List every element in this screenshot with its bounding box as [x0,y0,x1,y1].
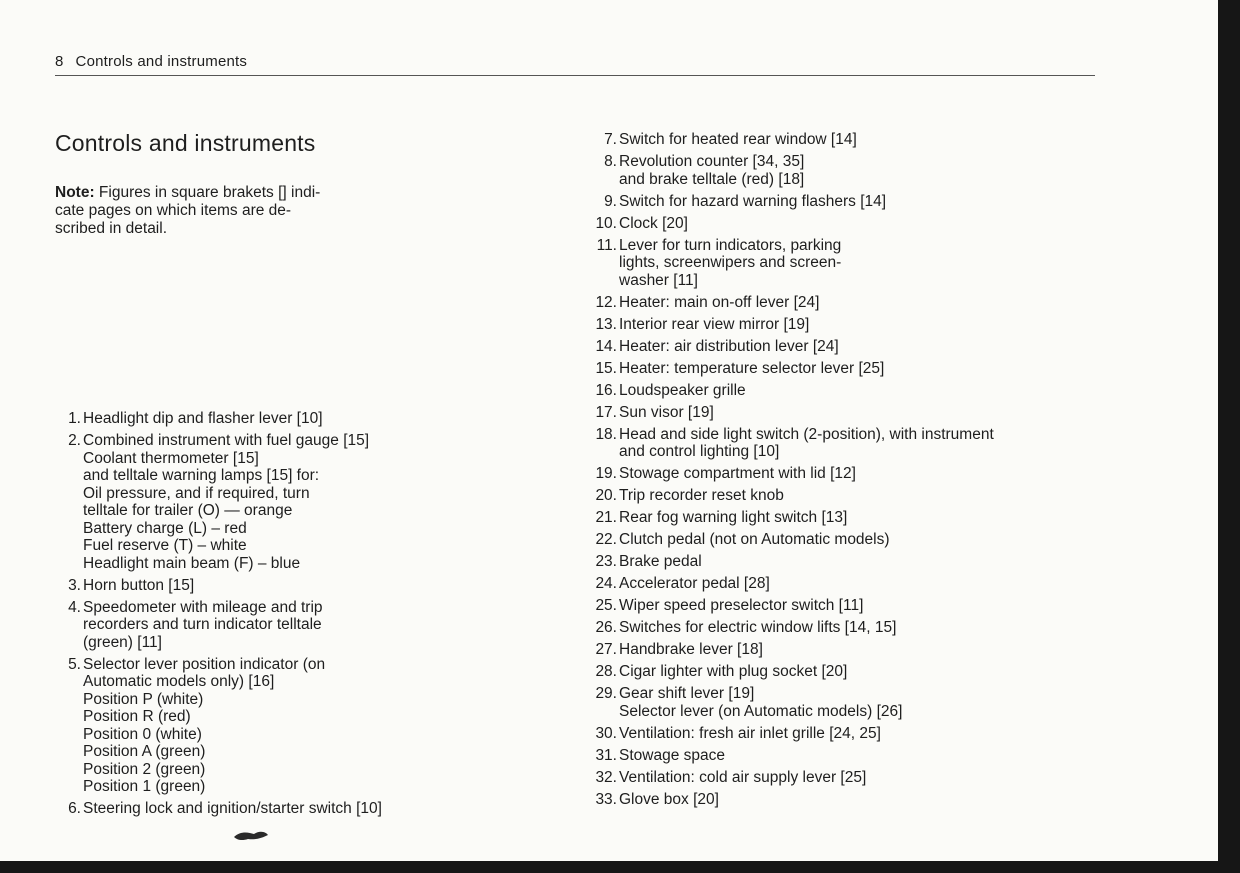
legend-item-number: 33. [595,790,617,808]
legend-item [582,360,1052,378]
legend-item-text [617,619,1052,637]
legend-item-number: 3. [68,576,81,594]
legend-item [55,800,455,818]
legend-item [582,597,1052,615]
page-number: 8 [55,53,64,70]
legend-item [582,791,1052,809]
legend-item-line: Position 2 (green) [83,760,206,778]
legend-item-text [617,685,1052,720]
legend-item [582,237,1052,290]
legend-item-line: Gear shift lever [19] [619,685,755,702]
legend-item-line: Ventilation: cold air supply lever [25] [619,768,867,786]
legend-item-line: Selector lever (on Automatic models) [26] [619,702,903,720]
legend-item-line: Position 0 (white) [83,725,202,743]
legend-item-line: Oil pressure, and if required, turn [83,484,310,502]
legend-item-number: 15. [595,359,617,377]
legend-item-line: Combined instrument with fuel gauge [15] [83,432,370,449]
legend-item [582,316,1052,334]
legend-item [582,426,1052,461]
legend-item-number: 28. [595,663,617,680]
note-paragraph [55,184,385,238]
legend-item-number: 13. [595,315,617,333]
legend-item-number: 2. [68,432,81,449]
legend-item-text [81,577,455,595]
legend-item [582,215,1052,233]
legend-item [582,725,1052,743]
legend-item-line: Switches for electric window lifts [14, 15] [619,619,897,636]
legend-item-line: Coolant thermometer [15] [83,449,259,467]
legend-item-line: Battery charge (L) – red [83,519,247,537]
legend-item-line: Ventilation: fresh air inlet grille [24, 25] [619,724,881,742]
legend-item-number: 32. [595,768,617,786]
legend-item-line: Stowage space [619,746,725,764]
legend-item-line: Heater: main on-off lever [24] [619,293,820,311]
legend-item [582,153,1052,188]
legend-item [55,577,455,595]
legend-item-text [617,487,1052,505]
legend-item-line: Headlight dip and flasher lever [10] [83,410,323,427]
legend-item-line: and brake telltale (red) [18] [619,170,805,188]
legend-item [582,663,1052,681]
legend-item-text [617,338,1052,356]
legend-item-text [617,663,1052,681]
legend-item-number: 31. [595,746,617,764]
legend-item-number: 5. [68,655,81,673]
header-rule [55,75,1095,76]
legend-item-text [617,791,1052,809]
running-title: Controls and instruments [75,53,248,70]
legend-item [55,656,455,796]
legend-item-text [81,410,455,428]
legend-item-line: lights, screenwipers and screen- [619,254,842,271]
legend-item-number: 10. [595,214,617,232]
note-label: Note: [55,184,95,201]
legend-item-text [617,382,1052,400]
legend-item-line: Brake pedal [619,553,702,570]
legend-item-text [617,509,1052,527]
legend-item [582,382,1052,400]
legend-item-line: Position P (white) [83,690,204,708]
legend-item-line: Speedometer with mileage and trip [83,598,323,616]
legend-item-line: (green) [11] [83,633,162,651]
legend-item-line: Sun visor [19] [619,403,714,421]
legend-item-number: 6. [68,800,81,817]
legend-item-line: Clutch pedal (not on Automatic models) [619,531,890,548]
legend-item-line: Loudspeaker grille [619,381,746,399]
legend-item [55,599,455,652]
legend-item-line: telltale for trailer (O) — orange [83,502,293,519]
legend-item-line: Accelerator pedal [28] [619,575,770,592]
legend-item [582,193,1052,211]
legend-item-text [81,432,455,572]
legend-item-number: 20. [595,487,617,504]
legend-item [582,465,1052,483]
note-text: Figures in square brakets [] indi- cate pages on which items are de- scribed in detail. [55,184,321,237]
legend-item [55,432,455,572]
legend-item-line: Stowage compartment with lid [12] [619,465,856,482]
legend-item-line: Clock [20] [619,214,688,232]
legend-item-number: 14. [595,337,617,355]
legend-item-line: Rear fog warning light switch [13] [619,509,848,526]
legend-item-number: 11. [596,236,617,254]
legend-item-number: 30. [595,724,617,742]
legend-item-text [617,316,1052,334]
scan-border-right [1218,0,1240,873]
legend-item [582,294,1052,312]
legend-item-text [81,656,455,796]
legend-item-line: Switch for hazard warning flashers [14] [619,192,887,210]
legend-item-number: 9. [604,192,617,210]
legend-item-text [617,641,1052,659]
legend-item-line: recorders and turn indicator telltale [83,616,322,633]
legend-item-text [81,800,455,818]
legend-item-line: Switch for heated rear window [14] [619,131,857,148]
legend-item [582,531,1052,549]
legend-item-text [617,237,1052,290]
legend-item [582,509,1052,527]
legend-item-line: Trip recorder reset knob [619,487,784,504]
legend-item-number: 18. [595,425,617,443]
legend-item-text [617,597,1052,615]
legend-item-line: Position R (red) [83,708,191,725]
legend-item-text [617,531,1052,549]
legend-item-text [617,465,1052,483]
legend-item-number: 4. [68,598,81,616]
legend-item-text [617,725,1052,743]
legend-item [582,769,1052,787]
legend-item-line: Revolution counter [34, 35] [619,153,805,170]
legend-item-number: 23. [595,553,617,570]
legend-item-line: Head and side light switch (2-position), with instrument [619,425,994,443]
legend-item-text [617,153,1052,188]
legend-item-line: Selector lever position indicator (on [83,655,326,673]
legend-item [582,553,1052,571]
legend-item-number: 16. [595,381,617,399]
legend-item-line: Steering lock and ignition/starter switch [10] [83,800,382,817]
legend-item [582,487,1052,505]
legend-item-line: washer [11] [619,271,698,289]
legend-item-line: and control lighting [10] [619,443,780,460]
legend-item [582,404,1052,422]
legend-item [582,619,1052,637]
legend-item-number: 21. [595,509,617,526]
legend-item-line: Position 1 (green) [83,778,206,795]
legend-item-number: 1. [68,410,81,427]
legend-item-number: 19. [595,465,617,482]
legend-item [582,338,1052,356]
legend-item-text [617,553,1052,571]
legend-list-left [55,410,455,822]
legend-item-number: 29. [595,685,617,702]
legend-item [55,410,455,428]
legend-item-line: Lever for turn indicators, parking [619,236,842,254]
legend-item-number: 22. [595,531,617,548]
legend-item-text [81,599,455,652]
legend-item-line: Handbrake lever [18] [619,641,763,658]
legend-item-number: 12. [595,293,617,311]
legend-item-text [617,404,1052,422]
legend-item-line: and telltale warning lamps [15] for: [83,467,320,484]
legend-item-line: Horn button [15] [83,576,195,594]
legend-item-text [617,294,1052,312]
legend-item-text [617,769,1052,787]
legend-item-number: 25. [595,597,617,614]
legend-item-text [617,193,1052,211]
legend-item-text [617,215,1052,233]
legend-item-text [617,131,1052,149]
legend-item [582,685,1052,720]
scan-border-bottom [0,861,1240,873]
legend-item-line: Headlight main beam (F) – blue [83,554,301,572]
legend-item-number: 7. [604,131,617,148]
legend-item-line: Automatic models only) [16] [83,673,275,690]
legend-item-number: 24. [595,575,617,592]
legend-item-number: 8. [604,153,617,170]
legend-item [582,747,1052,765]
legend-item-line: Cigar lighter with plug socket [20] [619,663,848,680]
section-title: Controls and instruments [55,130,316,156]
legend-item-number: 27. [595,641,617,658]
legend-item-number: 17. [595,403,617,421]
legend-item-line: Glove box [20] [619,790,719,808]
legend-item-line: Heater: temperature selector lever [25] [619,359,885,377]
legend-item-line: Wiper speed preselector switch [11] [619,597,864,614]
running-header [55,53,247,70]
legend-item-text [617,575,1052,593]
legend-item [582,641,1052,659]
legend-item-line: Position A (green) [83,743,206,760]
legend-item-line: Interior rear view mirror [19] [619,315,810,333]
legend-item-text [617,360,1052,378]
legend-item [582,131,1052,149]
legend-item-text [617,747,1052,765]
legend-item-line: Heater: air distribution lever [24] [619,337,839,355]
legend-list-right [582,131,1052,813]
legend-item-line: Fuel reserve (T) – white [83,537,247,554]
legend-item-text [617,426,1052,461]
legend-item-number: 26. [595,619,617,636]
legend-item [582,575,1052,593]
ink-smudge [232,828,270,842]
